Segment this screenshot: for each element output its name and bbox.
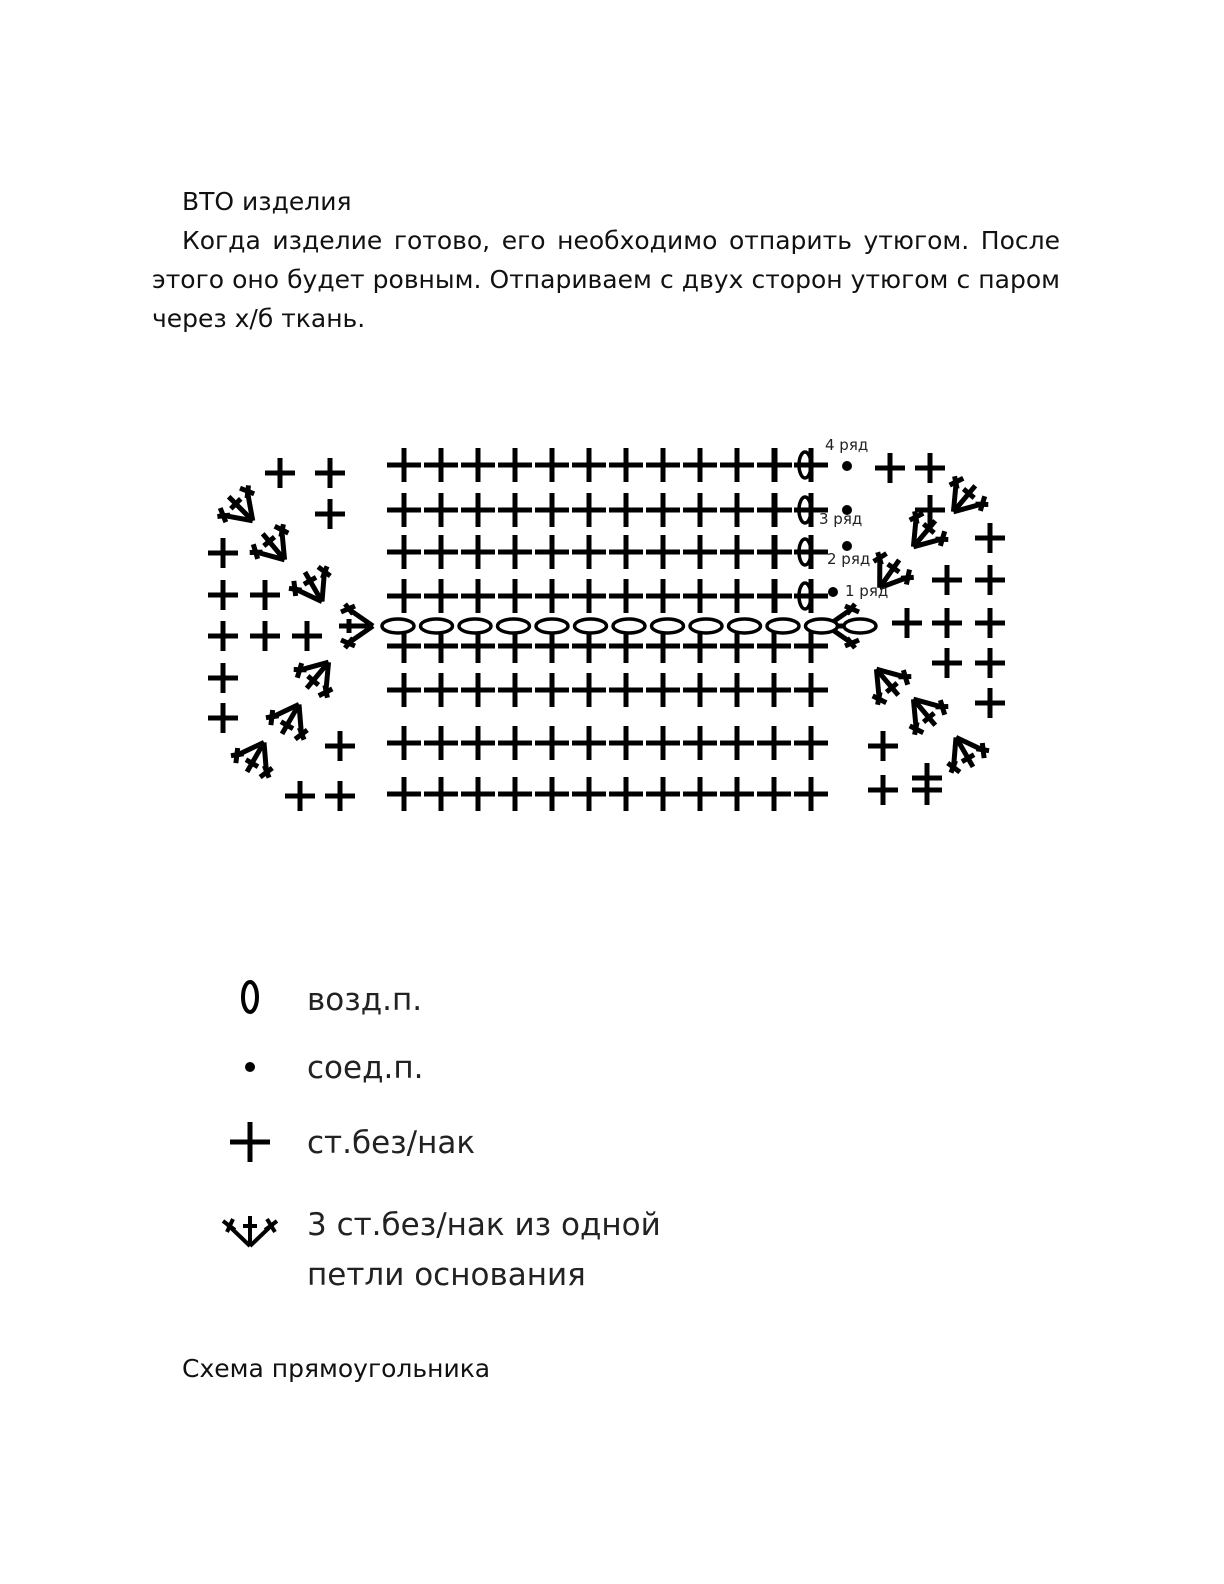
single-crochet-symbol — [683, 493, 717, 527]
single-crochet-symbol — [646, 535, 680, 569]
single-crochet-symbol — [572, 673, 606, 707]
single-crochet-symbol — [498, 726, 532, 760]
single-crochet-symbol — [461, 673, 495, 707]
single-crochet-symbol — [609, 493, 643, 527]
single-crochet-symbol — [932, 608, 962, 638]
single-crochet-symbol — [535, 493, 569, 527]
increase-symbol — [213, 481, 268, 536]
single-crochet-symbol — [387, 673, 421, 707]
single-crochet-symbol — [609, 673, 643, 707]
foundation-chain-symbol — [729, 619, 761, 633]
increase-symbol — [290, 648, 346, 702]
single-crochet-symbol — [285, 781, 315, 811]
single-crochet-symbol — [720, 448, 754, 482]
single-crochet-symbol — [875, 453, 905, 483]
body-paragraph: Когда изделие готово, его необходимо отпарить утюгом. После этого оно будет ровным. Отпариваем с двух сторон утюгом с паром через х/б ткань. — [152, 226, 1060, 333]
single-crochet-symbol — [720, 777, 754, 811]
single-crochet-symbol — [758, 493, 792, 527]
row-label-2: 2 ряд — [827, 550, 871, 568]
single-crochet-symbol — [498, 673, 532, 707]
single-crochet-symbol — [535, 726, 569, 760]
single-crochet-symbol — [794, 673, 828, 707]
single-crochet-symbol — [387, 777, 421, 811]
single-crochet-symbol — [424, 535, 458, 569]
single-crochet-symbol — [461, 726, 495, 760]
row-label-3: 3 ряд — [819, 510, 863, 528]
single-crochet-symbol — [387, 535, 421, 569]
foundation-chain-symbol — [806, 619, 838, 633]
single-crochet-symbol — [498, 535, 532, 569]
single-crochet-symbol — [315, 499, 345, 529]
single-crochet-symbol — [461, 493, 495, 527]
legend-label-second-line: петли основания — [307, 1257, 586, 1293]
single-crochet-symbol — [572, 493, 606, 527]
single-crochet-symbol — [720, 535, 754, 569]
foundation-chain-symbol — [459, 619, 491, 633]
single-crochet-symbol — [609, 535, 643, 569]
single-crochet-symbol — [720, 673, 754, 707]
increase-symbol — [286, 561, 341, 612]
single-crochet-symbol — [461, 535, 495, 569]
increase-symbol — [897, 507, 953, 561]
increase-symbol — [937, 472, 993, 526]
single-crochet-symbol — [387, 493, 421, 527]
single-crochet-symbol — [868, 775, 898, 805]
legend-item-single-crochet — [215, 1118, 735, 1178]
single-crochet-symbol — [868, 731, 898, 761]
single-crochet-symbol — [387, 726, 421, 760]
single-crochet-symbol — [572, 579, 606, 613]
single-crochet-symbol — [975, 688, 1005, 718]
single-crochet-symbol — [609, 448, 643, 482]
single-crochet-symbol — [932, 648, 962, 678]
single-crochet-symbol — [461, 448, 495, 482]
foundation-chain-symbol — [613, 619, 645, 633]
single-crochet-symbol — [387, 448, 421, 482]
legend-item-slip-stitch — [215, 1043, 735, 1103]
single-crochet-symbol — [498, 448, 532, 482]
single-crochet-symbol — [757, 726, 791, 760]
single-crochet-symbol — [975, 523, 1005, 553]
single-crochet-symbol — [315, 458, 345, 488]
single-crochet-symbol — [609, 579, 643, 613]
single-crochet-symbol — [915, 495, 945, 525]
crochet-diagram — [195, 428, 1015, 828]
single-crochet-symbol — [683, 673, 717, 707]
single-crochet-symbol — [975, 608, 1005, 638]
single-crochet-symbol — [498, 493, 532, 527]
single-crochet-symbol — [683, 777, 717, 811]
single-crochet-symbol — [535, 579, 569, 613]
single-crochet-symbol — [975, 648, 1005, 678]
single-crochet-symbol — [572, 535, 606, 569]
slip-stitch-symbol — [842, 461, 852, 471]
single-crochet-symbol — [250, 580, 280, 610]
legend-label: возд.п. — [307, 982, 423, 1018]
single-crochet-symbol — [424, 726, 458, 760]
foundation-chain-symbol — [575, 619, 607, 633]
increase-symbol — [339, 604, 373, 648]
legend-label: ст.без/нак — [307, 1125, 476, 1161]
single-crochet-symbol — [683, 535, 717, 569]
increase-symbol — [228, 731, 283, 782]
increase-symbol — [246, 520, 302, 574]
single-crochet-symbol — [758, 448, 792, 482]
single-crochet-symbol — [325, 781, 355, 811]
single-crochet-symbol — [498, 579, 532, 613]
single-crochet-symbol — [208, 621, 238, 651]
single-crochet-symbol — [720, 726, 754, 760]
single-crochet-symbol — [208, 663, 238, 693]
single-crochet-symbol — [646, 777, 680, 811]
single-crochet-symbol — [572, 726, 606, 760]
increase-symbol — [897, 685, 953, 739]
foundation-chain-symbol — [844, 619, 876, 633]
chain-row — [382, 619, 876, 633]
legend-label: 3 ст.без/нак из одной — [307, 1207, 661, 1243]
legend-item-chain — [215, 975, 735, 1035]
single-crochet-symbol — [535, 535, 569, 569]
single-crochet-symbol — [646, 579, 680, 613]
single-crochet-symbol — [424, 448, 458, 482]
single-crochet-symbol — [683, 579, 717, 613]
single-crochet-symbol — [292, 621, 322, 651]
foundation-chain-symbol — [536, 619, 568, 633]
single-crochet-symbol — [387, 579, 421, 613]
single-crochet-symbol — [424, 673, 458, 707]
single-crochet-symbol — [646, 673, 680, 707]
row-label-4: 4 ряд — [825, 436, 869, 454]
single-crochet-symbol — [424, 493, 458, 527]
foundation-chain-symbol — [421, 619, 453, 633]
single-crochet-symbol — [892, 608, 922, 638]
single-crochet-symbol — [932, 565, 962, 595]
foundation-chain-symbol — [652, 619, 684, 633]
single-crochet-symbol — [646, 448, 680, 482]
single-crochet-symbol — [646, 726, 680, 760]
foundation-chain-symbol — [690, 619, 722, 633]
chain-icon — [215, 975, 285, 1025]
single-crochet-symbol — [424, 579, 458, 613]
single-crochet-symbol — [325, 731, 355, 761]
single-crochet-symbol — [609, 777, 643, 811]
single-crochet-symbol — [720, 493, 754, 527]
single-crochet-symbol — [535, 673, 569, 707]
single-crochet-symbol — [208, 538, 238, 568]
row-label-1: 1 ряд — [845, 582, 889, 600]
legend-label: соед.п. — [307, 1050, 424, 1086]
foundation-chain-symbol — [382, 619, 414, 633]
single-crochet-symbol — [609, 726, 643, 760]
single-crochet-symbol — [461, 777, 495, 811]
single-crochet-symbol — [757, 777, 791, 811]
single-crochet-symbol — [572, 777, 606, 811]
single-crochet-symbol — [757, 673, 791, 707]
slip-stitch-symbol — [828, 587, 838, 597]
single-crochet-symbol — [720, 579, 754, 613]
increase-symbol — [937, 726, 992, 777]
diagram-caption: Схема прямоугольника — [182, 1354, 491, 1383]
single-crochet-symbol — [498, 777, 532, 811]
single-crochet-symbol — [646, 493, 680, 527]
single-crochet-symbol — [535, 777, 569, 811]
single-crochet-symbol — [975, 565, 1005, 595]
single-crochet-symbol — [758, 579, 792, 613]
single-crochet-symbol — [208, 703, 238, 733]
single-crochet-symbol — [794, 777, 828, 811]
increase-icon — [215, 1204, 285, 1264]
single-crochet-symbol — [461, 579, 495, 613]
single-crochet-symbol — [265, 458, 295, 488]
single-crochet-symbol — [572, 448, 606, 482]
foundation-chain-symbol — [498, 619, 530, 633]
single-crochet-symbol — [535, 448, 569, 482]
section-heading: ВТО изделия — [182, 187, 352, 216]
increase-symbol — [263, 693, 318, 744]
single-crochet-symbol — [250, 621, 280, 651]
single-crochet-symbol — [424, 777, 458, 811]
slip-stitch-icon — [215, 1043, 285, 1093]
single-crochet-symbol — [683, 448, 717, 482]
single-crochet-symbol — [208, 580, 238, 610]
single-crochet-symbol — [794, 726, 828, 760]
increase-symbol — [860, 655, 916, 709]
single-crochet-symbol — [683, 726, 717, 760]
foundation-chain-symbol — [767, 619, 799, 633]
single-crochet-symbol — [915, 453, 945, 483]
single-crochet-icon — [215, 1118, 285, 1168]
single-crochet-symbol — [758, 535, 792, 569]
legend-item-increase — [215, 1200, 735, 1310]
